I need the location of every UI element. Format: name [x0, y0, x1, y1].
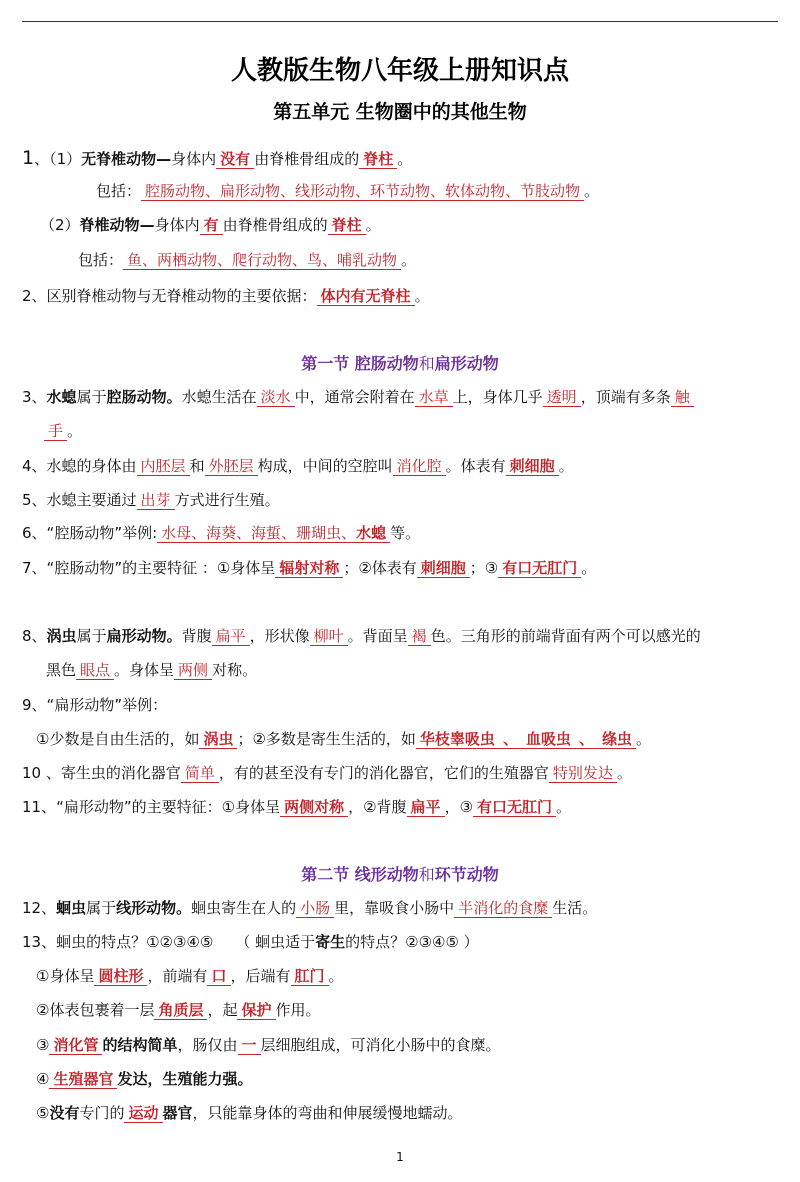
q13-item-2-text1: ②体表包裹着一层 — [36, 1001, 155, 1019]
q3-line-cont — [44, 420, 82, 442]
q11-blank1: 两侧对称 — [280, 798, 348, 817]
q8-text3: ，形状像 — [249, 627, 310, 645]
q13-item-5-bold2: 器官 — [162, 1104, 193, 1122]
q13-item-2-text2: ，起 — [207, 1001, 238, 1019]
q13-item-1-text1: ①身体呈 — [36, 967, 95, 985]
q13-item-3-text2: ，肠仅由 — [177, 1036, 238, 1054]
q1-text1: 身体内 — [171, 150, 217, 168]
q11-blank3: 有口无肛门 — [473, 798, 556, 817]
q12-text2: 蛔虫寄生在人的 — [191, 899, 297, 917]
q13-item-1-end: 。 — [328, 967, 344, 985]
q12-blank1: 小肠 — [296, 899, 334, 918]
q2-line — [22, 285, 430, 307]
q3-blank2: 水草 — [415, 388, 453, 407]
q11-text2: ，②背腹 — [348, 798, 407, 816]
q1-part2-text1: 身体内 — [154, 216, 200, 234]
q6-text1: 6、“腔肠动物”举例: — [22, 524, 158, 542]
q13-item-3-text3: 层细胞组成，可消化小肠中的食糜。 — [260, 1036, 501, 1054]
q4-blank4: 刺细胞 — [506, 457, 559, 476]
q8-line — [22, 625, 701, 647]
q9-blank3: 血吸虫 — [522, 730, 575, 749]
q13-line — [22, 931, 479, 953]
q3-blank3: 透明 — [543, 388, 581, 407]
q7-text1: 7、“腔肠动物”的主要特征 ：①身体呈 — [22, 559, 276, 577]
q9-sep1: 、 — [499, 730, 522, 749]
q12-text4: 生活。 — [552, 899, 598, 917]
q3-text2: 水螅生活在 — [181, 388, 257, 406]
section-1-part-a: 第一节 腔肠动物 — [301, 354, 419, 373]
q13-text2: （ 蛔虫适于 — [235, 933, 316, 951]
q6-text2: 等。 — [390, 524, 421, 542]
section-heading-1 — [0, 351, 800, 374]
q4-text2: 和 — [189, 457, 205, 475]
q3-number: 3、 — [22, 388, 47, 406]
q8-number: 8、 — [22, 627, 47, 645]
q1-dash: — — [156, 150, 172, 168]
q7-blank2: 刺细胞 — [417, 559, 470, 578]
q10-line — [22, 762, 632, 784]
q3-text3: 中，通常会附着在 — [294, 388, 415, 406]
q8-line-cont — [46, 659, 257, 681]
q1-part2-blank1: 有 — [200, 216, 223, 235]
q9-sep2: 、 — [575, 730, 598, 749]
q2-text: 2、区别脊椎动物与无脊椎动物的主要依据： — [22, 287, 317, 305]
q8-blank2: 柳叶 — [310, 627, 348, 646]
q9-text1: 9、“扁形动物”举例： — [22, 696, 168, 714]
q8-blank5: 两侧 — [174, 661, 212, 680]
q12-line — [22, 897, 597, 919]
section-1-part-b: 扁形动物 — [434, 354, 499, 373]
q1-part2-term: 脊椎动物 — [79, 216, 140, 234]
q13-item-3-bold: 的结构简单 — [102, 1036, 178, 1054]
q13-text2-end: 的特点？②③④⑤ ） — [345, 933, 479, 951]
q10-text1: 10 、寄生虫的消化器官 — [22, 764, 181, 782]
q1-part2-line — [40, 214, 381, 236]
q1-part2-blank2: 脊柱 — [328, 216, 366, 235]
q10-end: 。 — [616, 764, 632, 782]
q1-number: 1 — [22, 147, 35, 169]
q13-item-5-blank1: 运动 — [124, 1104, 162, 1123]
q6-blank1 — [157, 524, 390, 543]
q11-text1: 11、“扁形动物”的主要特征：①身体呈 — [22, 798, 281, 816]
q11-blank2: 扁平 — [407, 798, 445, 817]
q5-text1: 5、水螅主要通过 — [22, 491, 137, 509]
q7-text3: ；③ — [469, 559, 499, 577]
q3-blank4-b: 手 — [44, 422, 67, 441]
q1-part2-end: 。 — [365, 216, 381, 234]
q9-blank4: 绦虫 — [598, 730, 636, 749]
q1-part2-dash: — — [139, 216, 155, 234]
q13-item-2-blank2: 保护 — [237, 1001, 275, 1020]
q13-item-4-text1: ④ — [36, 1070, 50, 1088]
q1-term: 无脊椎动物 — [81, 150, 157, 168]
q9-end: 。 — [636, 730, 652, 748]
section-2-part-b: 环节动物 — [434, 865, 499, 884]
q8-blank1: 扁平 — [212, 627, 250, 646]
q10-blank2: 特别发达 — [549, 764, 617, 783]
q13-item-4-blank1: 生殖器官 — [49, 1070, 117, 1089]
q4-text3: 构成，中间的空腔叫 — [257, 457, 393, 475]
q12-text1: 属于 — [86, 899, 117, 917]
q13-item-3-blank2: 一 — [238, 1036, 261, 1055]
q13-item-2 — [36, 999, 321, 1021]
q3-term: 水螅 — [46, 388, 77, 406]
q1-part2-text2: 由脊椎骨组成的 — [222, 216, 328, 234]
q13-item-1-blank1: 圆柱形 — [94, 967, 147, 986]
q8-text1: 属于 — [76, 627, 107, 645]
section-1-and: 和 — [418, 354, 435, 373]
q7-line — [22, 557, 596, 579]
q13-item-3-text1: ③ — [36, 1036, 50, 1054]
q6-blank1-text: 水母、海葵、海蜇、珊瑚虫、 — [161, 524, 357, 542]
q8-term2: 扁形动物。 — [106, 627, 182, 645]
page-number: 1 — [396, 1150, 404, 1164]
q3-blank1: 淡水 — [257, 388, 295, 407]
q8-term: 涡虫 — [46, 627, 77, 645]
page-subtitle: 第五单元 生物圈中的其他生物 — [273, 101, 527, 123]
q13-item-1-text2: ，前端有 — [147, 967, 208, 985]
q6-line — [22, 522, 420, 544]
q3-text1: 属于 — [76, 388, 107, 406]
q13-text2-bold: 寄生 — [315, 933, 346, 951]
q10-text2: ，有的甚至没有专门的消化器官，它们的生殖器官 — [218, 764, 549, 782]
q8-blank3: 褐 — [408, 627, 431, 646]
q4-blank3: 消化腔 — [393, 457, 446, 476]
q3-term2: 腔肠动物。 — [106, 388, 182, 406]
q4-end: 。 — [558, 457, 574, 475]
q8-blank4: 眼点 — [76, 661, 114, 680]
q1-sep: 、（1） — [34, 150, 82, 168]
q3-blank4-a: 触 — [671, 388, 694, 407]
q12-text3: 里，靠吸食小肠中 — [334, 899, 455, 917]
q7-text2: ；②体表有 — [343, 559, 417, 577]
q1-include-value: 腔肠动物、扁形动物、线形动物、环节动物、软体动物、节肢动物 — [141, 182, 584, 201]
q3-text4: 上，身体几乎 — [452, 388, 543, 406]
q4-text4: 。体表有 — [445, 457, 506, 475]
q12-blank2: 半消化的食糜 — [454, 899, 552, 918]
q5-line — [22, 489, 280, 511]
q4-blank2: 外胚层 — [205, 457, 258, 476]
q13-item-5 — [36, 1102, 463, 1124]
q13-item-3-blank1: 消化管 — [49, 1036, 102, 1055]
q1-include-end: 。 — [584, 182, 600, 200]
q3-text5: ，顶端有多条 — [580, 388, 671, 406]
q9-text3: ；②多数是寄生生活的，如 — [237, 730, 416, 748]
q13-item-5-bold1: 没有 — [49, 1104, 80, 1122]
q11-line — [22, 796, 571, 818]
q11-end: 。 — [556, 798, 572, 816]
page-title: 人教版生物八年级上册知识点 — [230, 56, 569, 86]
q1-text2: 由脊椎骨组成的 — [254, 150, 360, 168]
q1-part2-include-label: 包括： — [78, 251, 124, 269]
q13-item-1-blank3: 肛门 — [291, 967, 329, 986]
section-heading-2 — [0, 862, 800, 885]
header-rule — [22, 21, 778, 22]
q13-item-4 — [36, 1068, 252, 1090]
q13-item-2-text3: 作用。 — [275, 1001, 321, 1019]
q1-part2-prefix: （2） — [40, 216, 80, 234]
q13-item-5-text2: 专门的 — [79, 1104, 125, 1122]
q3-line — [22, 386, 694, 408]
q9-blank2: 华枝睾吸虫 — [416, 730, 499, 749]
q13-item-5-text3: ，只能靠身体的弯曲和伸展缓慢地蠕动。 — [192, 1104, 463, 1122]
q4-text1: 4、水螅的身体由 — [22, 457, 137, 475]
section-2-part-a: 第二节 线形动物 — [301, 865, 419, 884]
q13-item-3 — [36, 1034, 501, 1056]
q12-term: 蛔虫 — [56, 899, 87, 917]
q13-item-5-text1: ⑤ — [36, 1104, 50, 1122]
q12-term2: 线形动物。 — [116, 899, 192, 917]
section-2-and: 和 — [418, 865, 435, 884]
q13-item-2-blank1: 角质层 — [154, 1001, 207, 1020]
q13-text1: 13、蛔虫的特点？①②③④⑤ — [22, 933, 214, 951]
q6-blank1-bold: 水螅 — [356, 524, 387, 542]
q7-end: 。 — [581, 559, 597, 577]
q1-include-label: 包括： — [96, 182, 142, 200]
q9-text2: ①少数是自由生活的，如 — [36, 730, 200, 748]
q9-line — [22, 694, 167, 716]
q12-number: 12、 — [22, 899, 57, 917]
q7-blank1: 辐射对称 — [275, 559, 343, 578]
q1-include-line — [96, 180, 599, 202]
q13-item-1-blank2: 口 — [207, 967, 230, 986]
q4-blank1: 内胚层 — [137, 457, 190, 476]
q7-blank3: 有口无肛门 — [498, 559, 581, 578]
q4-line — [22, 455, 574, 477]
q13-item-1-text3: ，后端有 — [230, 967, 291, 985]
q5-blank1: 出芽 — [137, 491, 175, 510]
q13-item-1 — [36, 965, 344, 987]
q8-text4: 。背面呈 — [347, 627, 408, 645]
q10-blank1: 简单 — [181, 764, 219, 783]
q13-item-4-text2: 发达，生殖能力强。 — [117, 1070, 253, 1088]
q5-text2: 方式进行生殖。 — [174, 491, 280, 509]
q8-text6: 黑色 — [46, 661, 77, 679]
q1-part2-include-line — [78, 249, 416, 271]
q1-part2-include-value: 鱼、两栖动物、爬行动物、鸟、哺乳动物 — [123, 251, 401, 270]
q1-blank1: 没有 — [216, 150, 254, 169]
q11-text3: ，③ — [444, 798, 474, 816]
q1-blank2: 脊柱 — [359, 150, 397, 169]
q2-end: 。 — [414, 287, 430, 305]
q8-text5: 色。三角形的前端背面有两个可以感光的 — [430, 627, 701, 645]
q1-line — [22, 147, 412, 170]
q9-examples-line — [36, 728, 651, 750]
q1-part2-include-end: 。 — [401, 251, 417, 269]
q8-text8: 对称。 — [212, 661, 258, 679]
q2-blank: 体内有无脊柱 — [317, 287, 415, 306]
q1-end: 。 — [397, 150, 413, 168]
q3-end: 。 — [67, 422, 83, 440]
q8-text7: 。身体呈 — [114, 661, 175, 679]
q8-text2: 背腹 — [181, 627, 212, 645]
q9-blank1: 涡虫 — [199, 730, 237, 749]
